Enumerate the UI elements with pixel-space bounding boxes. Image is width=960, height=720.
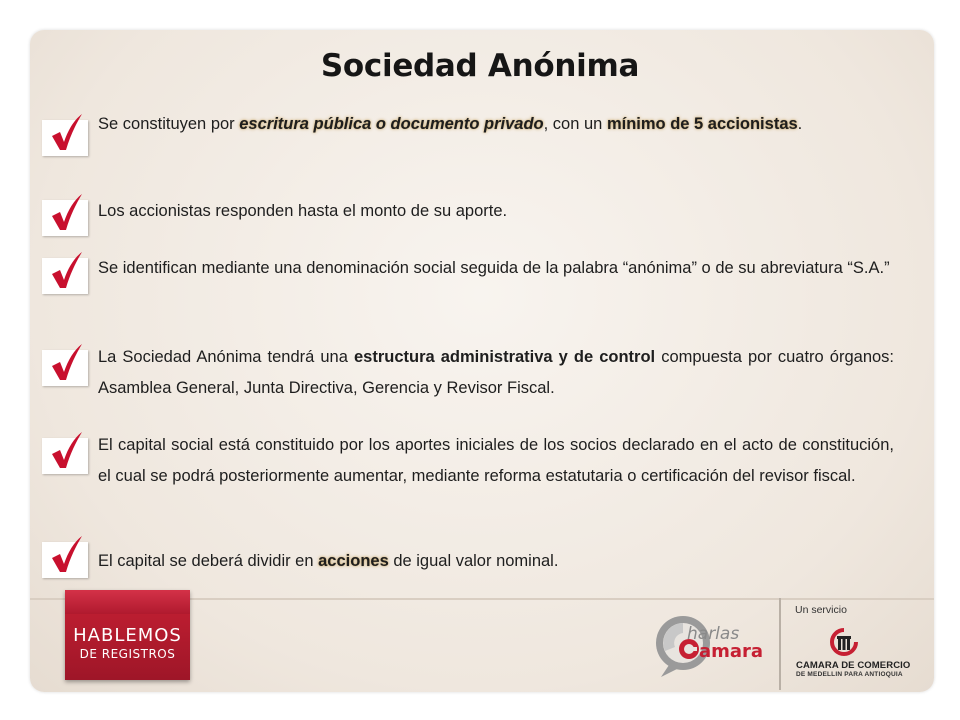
checkmark-icon: [42, 200, 88, 236]
bullet-text: [98, 546, 894, 577]
text-run: El capital social está constituido por los aportes iniciales de los socios declarado en el acto de constitución, el cual se podrá posteriormente aumentar, mediante reforma estatutaria o certificación del revisor fiscal.: [98, 436, 894, 485]
checkmark-icon: [42, 120, 88, 156]
camara-comercio-logo: [830, 628, 858, 663]
camara-comercio-subtitle: DE MEDELLIN PARA ANTIOQUIA: [796, 671, 903, 678]
badge-line-2: DE REGISTROS: [79, 647, 176, 661]
text-run: , con un: [543, 115, 607, 133]
charlas-word: harlas: [687, 624, 740, 644]
badge-line-1: HABLEMOS: [73, 625, 182, 646]
un-servicio-label: Un servicio: [795, 604, 847, 616]
badge-ribbon: [65, 590, 190, 614]
bullet-text: [98, 253, 894, 284]
highlighted-text: mínimo de 5 accionistas: [606, 115, 798, 133]
bullet-text: [98, 430, 894, 492]
checkmark-icon: [42, 350, 88, 386]
checkmark-icon: [42, 542, 88, 578]
checkmark-icon: [42, 258, 88, 294]
footer-vertical-divider: [779, 598, 781, 690]
text-run: La Sociedad Anónima tendrá una: [98, 348, 354, 366]
hablemos-de-registros-badge: [65, 590, 190, 680]
highlighted-text: escritura pública o documento privado: [239, 115, 544, 133]
charlas-camara-logo: [655, 603, 770, 683]
highlighted-text: estructura administrativa y de control: [353, 348, 656, 366]
checkmark-icon: [42, 438, 88, 474]
camara-word: amara: [699, 641, 764, 662]
highlighted-text: acciones: [318, 552, 389, 570]
bullet-text: [98, 109, 894, 140]
text-run: compuesta por cuatro órganos: Asamblea General, Junta Directiva, Gerencia y Revisor Fiscal.: [98, 348, 895, 397]
text-run: Los accionistas responden hasta el monto de su aporte.: [98, 202, 508, 220]
camara-comercio-name: CAMARA DE COMERCIO: [796, 660, 911, 671]
text-run: Se identifican mediante una denominación social seguida de la palabra “anónima” o de su abreviatura “S.A.”: [98, 259, 890, 277]
bullet-text: [98, 196, 894, 227]
text-run: .: [797, 115, 803, 133]
badge-label: [65, 626, 190, 662]
text-run: de igual valor nominal.: [388, 552, 559, 570]
text-run: El capital se deberá dividir en: [98, 552, 319, 570]
text-run: Se constituyen por: [98, 115, 240, 133]
slide-title: Sociedad Anónima: [320, 48, 640, 84]
bullet-text: [98, 342, 894, 404]
